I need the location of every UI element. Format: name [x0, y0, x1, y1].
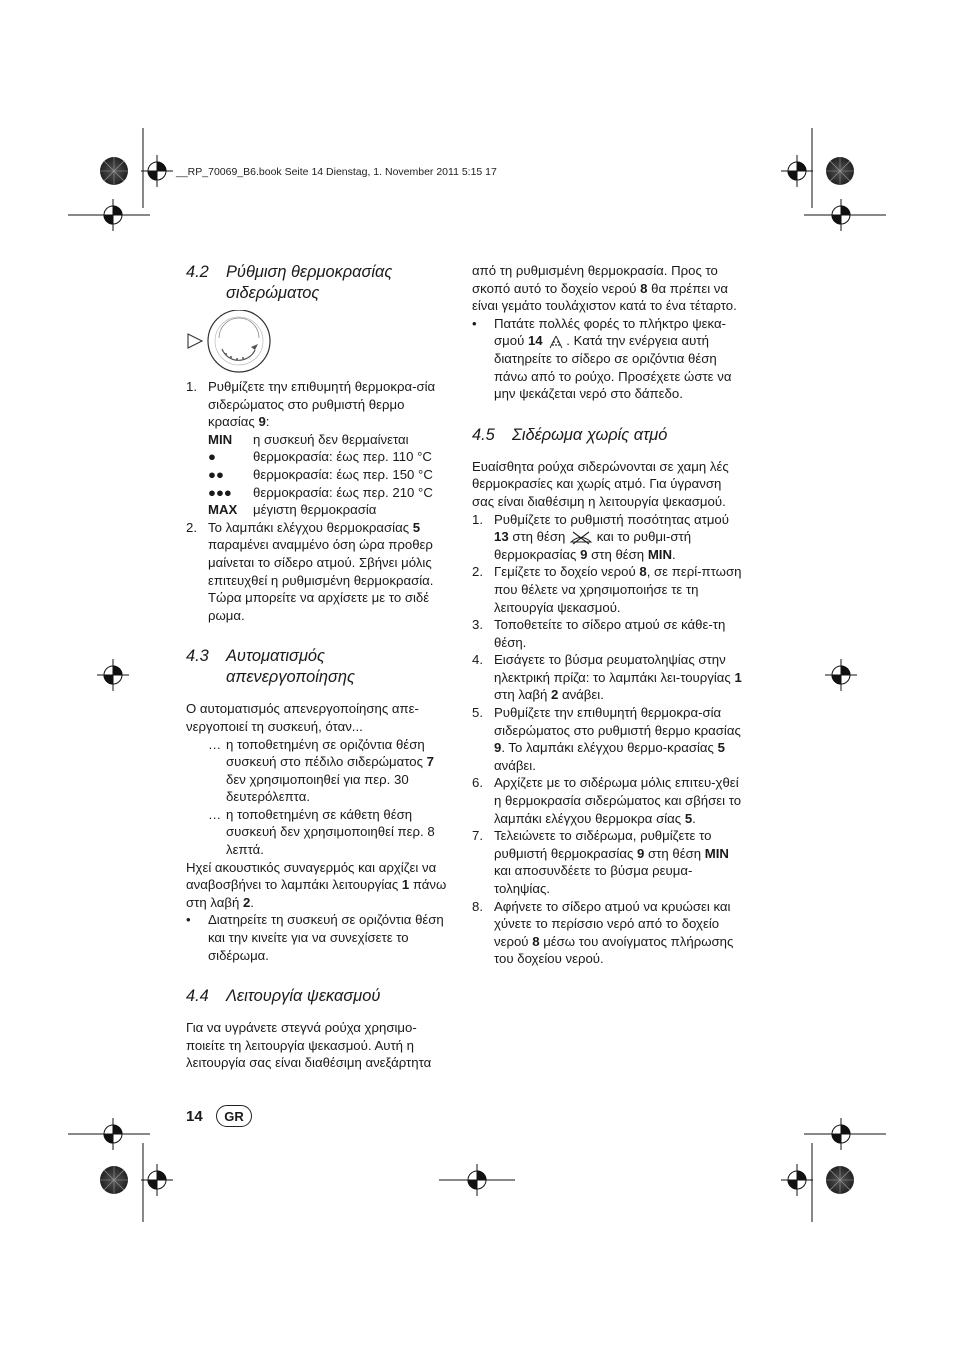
- section-heading-4-5: [472, 425, 742, 446]
- section-number: 4.3: [186, 647, 209, 666]
- temperature-dial-figure: [186, 304, 454, 378]
- list-item: 2. Γεμίζετε το δοχείο νερού 8, σε περί-πτωση που θέλετε να χρησιμοποιήσε τε τη λειτουργία ψεκασμού.: [472, 564, 742, 615]
- list-item: 1. Ρυθμίζετε το ρυθμιστή ποσότητας ατμού 13 στη θέση και το ρυθμι-στή θερμοκρασίας 9 στη θέση MIN.: [472, 511, 729, 562]
- list-item: 4. Εισάγετε το βύσμα ρευματοληψίας στην ηλεκτρική πρίζα: το λαμπάκι λει-τουργίας 1 στη λαβή 2 ανάβει.: [472, 652, 742, 703]
- setting-row-1: ● θερμοκρασία: έως περ. 110 °C: [208, 449, 432, 465]
- section-title: Αυτοματισμός απενεργοποίησης: [226, 647, 355, 687]
- section-title: Σιδέρωμα χωρίς ατμό: [512, 425, 668, 444]
- page-number: 14: [186, 1108, 203, 1125]
- list-item: 6. Αρχίζετε με το σιδέρωμα μόλις επιτευ-χθεί η θερμοκρασία σιδερώματος και σβήσει το λαμπάκι ελέγχου θερμοκρα σίας 5.: [472, 775, 742, 826]
- bullet-item: • Διατηρείτε τη συσκευή σε οριζόντια θέση και την κινείτε για να συνεχίσετε το σιδέρωμα.: [186, 912, 444, 963]
- language-badge: GR: [216, 1105, 252, 1127]
- paragraph: Ηχεί ακουστικός συναγερμός και αρχίζει να αναβοσβήνει το λαμπάκι λειτουργίας 1 πάνω στη λαβή 2.: [186, 859, 447, 910]
- section-number: 4.4: [186, 987, 209, 1006]
- paragraph: Για να υγράνετε στεγνά ρούχα χρησιμο-ποιείτε τη λειτουργία ψεκασμού. Αυτή η λειτουργία σας είναι διαθέσιμη ανεξάρτητα: [186, 1020, 432, 1071]
- section-heading-4-2: [186, 262, 454, 304]
- spray-icon: [546, 335, 566, 349]
- temperature-dial-icon: [186, 310, 286, 380]
- setting-row-3: ●●● θερμοκρασία: έως περ. 210 °C: [208, 484, 433, 500]
- list-item: … η τοποθετημένη σε οριζόντια θέση συσκευή στο πέδιλο σιδερώματος 7 δεν χρησιμοποιηθεί για περ. 30 δευτερόλεπτα.: [208, 736, 435, 805]
- list-item: … η τοποθετημένη σε κάθετη θέση συσκευή δεν χρησιμοποιηθεί περ. 8 λεπτά.: [208, 806, 435, 858]
- list-item: 1. Ρυθμίζετε την επιθυμητή θερμοκρα-σία σιδερώματος στο ρυθμιστή θερμο κρασίας 9:: [186, 379, 436, 430]
- section-number: 4.5: [472, 425, 495, 444]
- list-item: 7. Τελειώνετε το σιδέρωμα, ρυθμίζετε το ρυθμιστή θερμοκρασίας 9 στη θέση MIN και αποσυνδέετε το βύσμα ρευμα-τοληψίας.: [472, 828, 729, 896]
- left-column: [186, 262, 454, 1072]
- paragraph: από τη ρυθμισμένη θερμοκρασία. Προς το σκοπό αυτό το δοχείο νερού 8 θα πρέπει να είναι γεμάτο τουλάχιστον κατά το ένα τέταρτο.: [472, 263, 737, 314]
- setting-row-max: MAX μέγιστη θερμοκρασία: [208, 502, 377, 518]
- print-slug: __RP_70069_B6.book Seite 14 Dienstag, 1. November 2011 5:15 17: [176, 166, 497, 178]
- paragraph: Ο αυτοματισμός απενεργοποίησης απε-νεργοποιεί τη συσκευή, όταν...: [186, 701, 419, 734]
- setting-row-2: ●● θερμοκρασία: έως περ. 150 °C: [208, 466, 433, 482]
- section-title: Ρύθμιση θερμοκρασίας σιδερώματος: [226, 263, 393, 302]
- section-heading-4-3: [186, 646, 454, 688]
- section-heading-4-4: [186, 986, 454, 1007]
- list-item: 8. Αφήνετε το σίδερο ατμού να κρυώσει και χύνετε το περίσσιο νερό από το δοχείο νερού 8 μέσω του ανοίγματος πλήρωσης του δοχείου νερού.: [472, 898, 734, 967]
- right-column: [472, 262, 742, 968]
- setting-row-min: MIN η συσκευή δεν θερμαίνεται: [208, 431, 409, 447]
- section-number: 4.2: [186, 263, 209, 281]
- list-item: 2. Το λαμπάκι ελέγχου θερμοκρασίας 5 παραμένει αναμμένο όση ώρα προθερ μαίνεται το σίδερο ατμού. Σβήνει μόλις επιτευχθεί η ρυθμισμένη θερμοκρασία. Τώρα μπορείτε να αρχίσετε με το σιδέ ρωμα.: [186, 519, 434, 623]
- list-item: 5. Ρυθμίζετε την επιθυμητή θερμοκρα-σία σιδερώματος στο ρυθμιστή θερμο κρασίας 9. Το λαμπάκι ελέγχου θερμο-κρασίας 5 ανάβει.: [472, 705, 741, 773]
- list-item: 3. Τοποθετείτε το σίδερο ατμού σε κάθε-τη θέση.: [472, 617, 726, 650]
- paragraph: Ευαίσθητα ρούχα σιδερώνονται σε χαμη λές θερμοκρασίες και χωρίς ατμό. Για ύγρανση σας είναι διαθέσιμη η λειτουργία ψεκασμού.: [472, 458, 729, 509]
- section-title: Λειτουργία ψεκασμού: [226, 987, 381, 1006]
- bullet-item: • Πατάτε πολλές φορές το πλήκτρο ψεκα-σμού 14 . Κατά την ενέργεια αυτή διατηρείτε το σίδερο σε οριζόντια θέση πάνω από το ρούχο. Προσέχετε ώστε να μην ψεκάζεται νερό στο δάπεδο.: [472, 315, 732, 402]
- no-steam-icon: [569, 530, 593, 546]
